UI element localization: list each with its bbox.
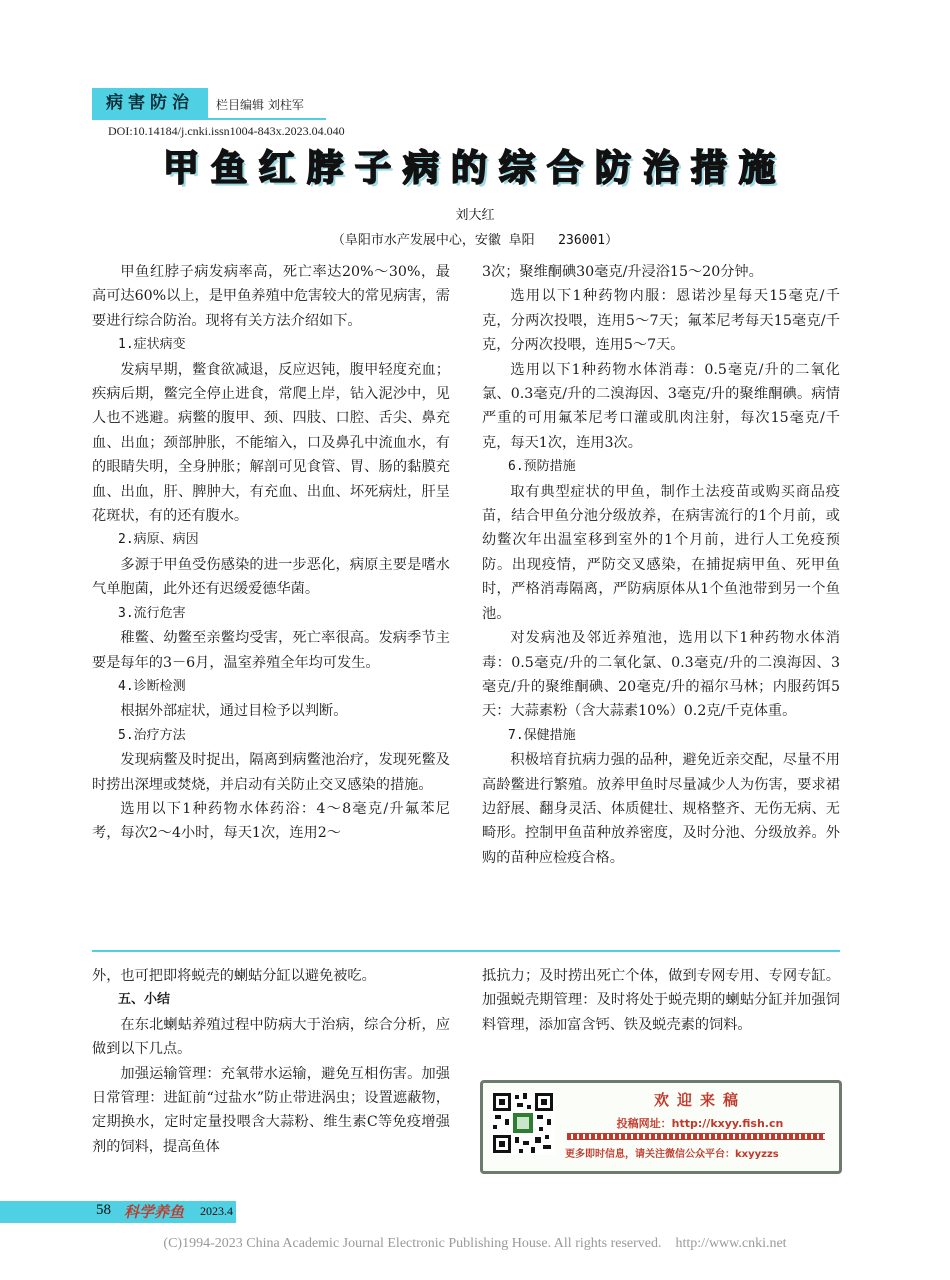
doi: DOI:10.14184/j.cnki.issn1004-843x.2023.04.040 (108, 124, 345, 138)
paragraph: 对发病池及邻近养殖池，选用以下1种药物水体消毒：0.5毫克/升的二氧化氯、0.3毫克/升的二溴海因、3毫克/升的聚维酮碘、20毫克/升的福尔马林；内服药饵5天：大蒜素粉（含大蒜素10%）0.2克/千克体重。 (482, 630, 840, 720)
paragraph: 在东北蝲蛄养殖过程中防病大于治病，综合分析，应做到以下几点。 (92, 1016, 450, 1058)
section-underline (92, 118, 326, 120)
paragraph: 取有典型症状的甲鱼，制作土法疫苗或购买商品疫苗，结合甲鱼分池分级放养，在病害流行的1个月前，或幼鳖次年出温室移到室外的1个月前，进行人工免疫预防。出现疫情，严防交叉感染，在捕捉病甲鱼、死甲鱼时，严格消毒隔离，严防病原体从1个鱼池带到另一个鱼池。 (482, 483, 840, 622)
ad-title: 欢迎来稿 (653, 1091, 746, 1109)
affiliation: （阜阳市水产发展中心，安徽 阜阳 236001） (331, 233, 619, 248)
paragraph: 3次；聚维酮碘30毫克/升浸浴15～20分钟。 (482, 264, 763, 280)
heading-prevention: 6.预防措施 (508, 459, 576, 475)
column-2 (482, 260, 840, 870)
journal-name: 科学养鱼 (124, 1203, 185, 1221)
paragraph: 抵抗力；及时捞出死亡个体，做到专网专用、专网专缸。加强蜕壳期管理：及时将处于蜕壳期的蝲蛄分缸并加强饲料管理，添加富含钙、铁及蜕壳素的饲料。 (482, 968, 840, 1033)
paragraph: 选用以下1种药物水体药浴：4～8毫克/升氟苯尼考，每次2～4小时，每天1次，连用2～ (92, 800, 450, 842)
heading-diagnosis: 4.诊断检测 (118, 678, 186, 694)
ad-url[interactable]: 投稿网址：http://kxyy.fish.cn (616, 1117, 784, 1130)
paragraph: 选用以下1种药物内服：恩诺沙星每天15毫克/千克，分两次投喂，连用5～7天；氟苯尼考每天15毫克/千克，分两次投喂，连用5～7天。 (482, 288, 840, 354)
heading-health-care: 7.保健措施 (508, 727, 576, 743)
paragraph: 外，也可把即将蜕壳的蝲蛄分缸以避免被吃。 (92, 968, 376, 984)
heading-epidemic: 3.流行危害 (118, 605, 186, 621)
paragraph: 稚鳖、幼鳖至亲鳖均受害，死亡率很高。发病季节主要是每年的3－6月，温室养殖全年均可发生。 (92, 630, 450, 671)
author: 刘大红 (455, 208, 495, 223)
paragraph: 加强运输管理：充氧带水运输，避免互相伤害。加强日常管理：进缸前“过盐水”防止带进涡虫；设置遮蔽物，定期换水，定时定量投喂含大蒜粉、维生素C等免疫增强剂的饲料，提高鱼体 (92, 1065, 450, 1155)
submission-ad (480, 1080, 842, 1174)
paragraph: 根据外部症状，通过目检予以判断。 (120, 703, 348, 720)
article-divider (92, 950, 840, 952)
paragraph: 发现病鳖及时捉出，隔离到病鳖池治疗，发现死鳖及时捞出深埋或焚烧，并启动有关防止交叉感染的措施。 (92, 752, 450, 793)
heading-symptoms: 1.症状病变 (118, 337, 186, 353)
column-editor: 栏目编辑 刘柱军 (216, 98, 304, 112)
heading-pathogen: 2.病原、病因 (118, 532, 199, 548)
ad-decorative-border (567, 1133, 825, 1140)
heading-summary: 五、小结 (118, 992, 171, 1008)
heading-treatment: 5.治疗方法 (118, 727, 186, 743)
article-title: 甲鱼红脖子病的综合防治措施 (162, 148, 787, 189)
paragraph: 多源于甲鱼受伤感染的进一步恶化，病原主要是嗜水气单胞菌，此外还有迟缓爱德华菌。 (92, 556, 450, 598)
column-3 (92, 964, 450, 1159)
column-4 (482, 964, 840, 1037)
section-tag: 病害防治 (92, 88, 208, 118)
paragraph: 发病早期，鳖食欲减退，反应迟钝，腹甲轻度充血；疾病后期，鳖完全停止进食，常爬上岸，钻入泥沙中，见人也不逃避。病鳖的腹甲、颈、四肢、口腔、舌尖、鼻充血、出血；颈部肿胀，不能缩入，口及鼻孔中流血水，有的眼睛失明，全身肿胀；解剖可见食管、胃、肠的黏膜充血、出血，肝、脾肿大，有充血、出血、坏死病灶，肝呈花斑状，有的还有腹水。 (92, 361, 450, 525)
column-1 (92, 260, 450, 846)
qr-code-icon (491, 1091, 555, 1155)
issue-number: 2023.4 (200, 1204, 233, 1218)
ad-follow-text: 更多即时信息，请关注微信公众平台：kxyyzzs (565, 1149, 779, 1160)
intro-paragraph: 甲鱼红脖子病发病率高，死亡率达20%～30%，最高可达60%以上，是甲鱼养殖中危害较大的常见病害，需要进行综合防治。现将有关方法介绍如下。 (92, 264, 450, 329)
copyright: (C)1994-2023 China Academic Journal Electronic Publishing House. All rights reserved. http://www.cnki.net (163, 1236, 787, 1251)
paragraph: 选用以下1种药物水体消毒：0.5毫克/升的二氧化氯、0.3毫克/升的二溴海因、3毫克/升的聚维酮碘。病情严重的可用氟苯尼考口灌或肌肉注射，每次15毫克/千克，每天1次，连用3次。 (482, 361, 840, 451)
page-number: 58 (96, 1202, 111, 1218)
paragraph: 积极培育抗病力强的品种，避免近亲交配，尽量不用高龄鳖进行繁殖。放养甲鱼时尽量减少人为伤害，要求裙边舒展、翻身灵活、体质健壮、规格整齐、无伤无病、无畸形。控制甲鱼苗种放养密度，及时分池、分级放养。外购的苗种应检疫合格。 (482, 752, 840, 866)
